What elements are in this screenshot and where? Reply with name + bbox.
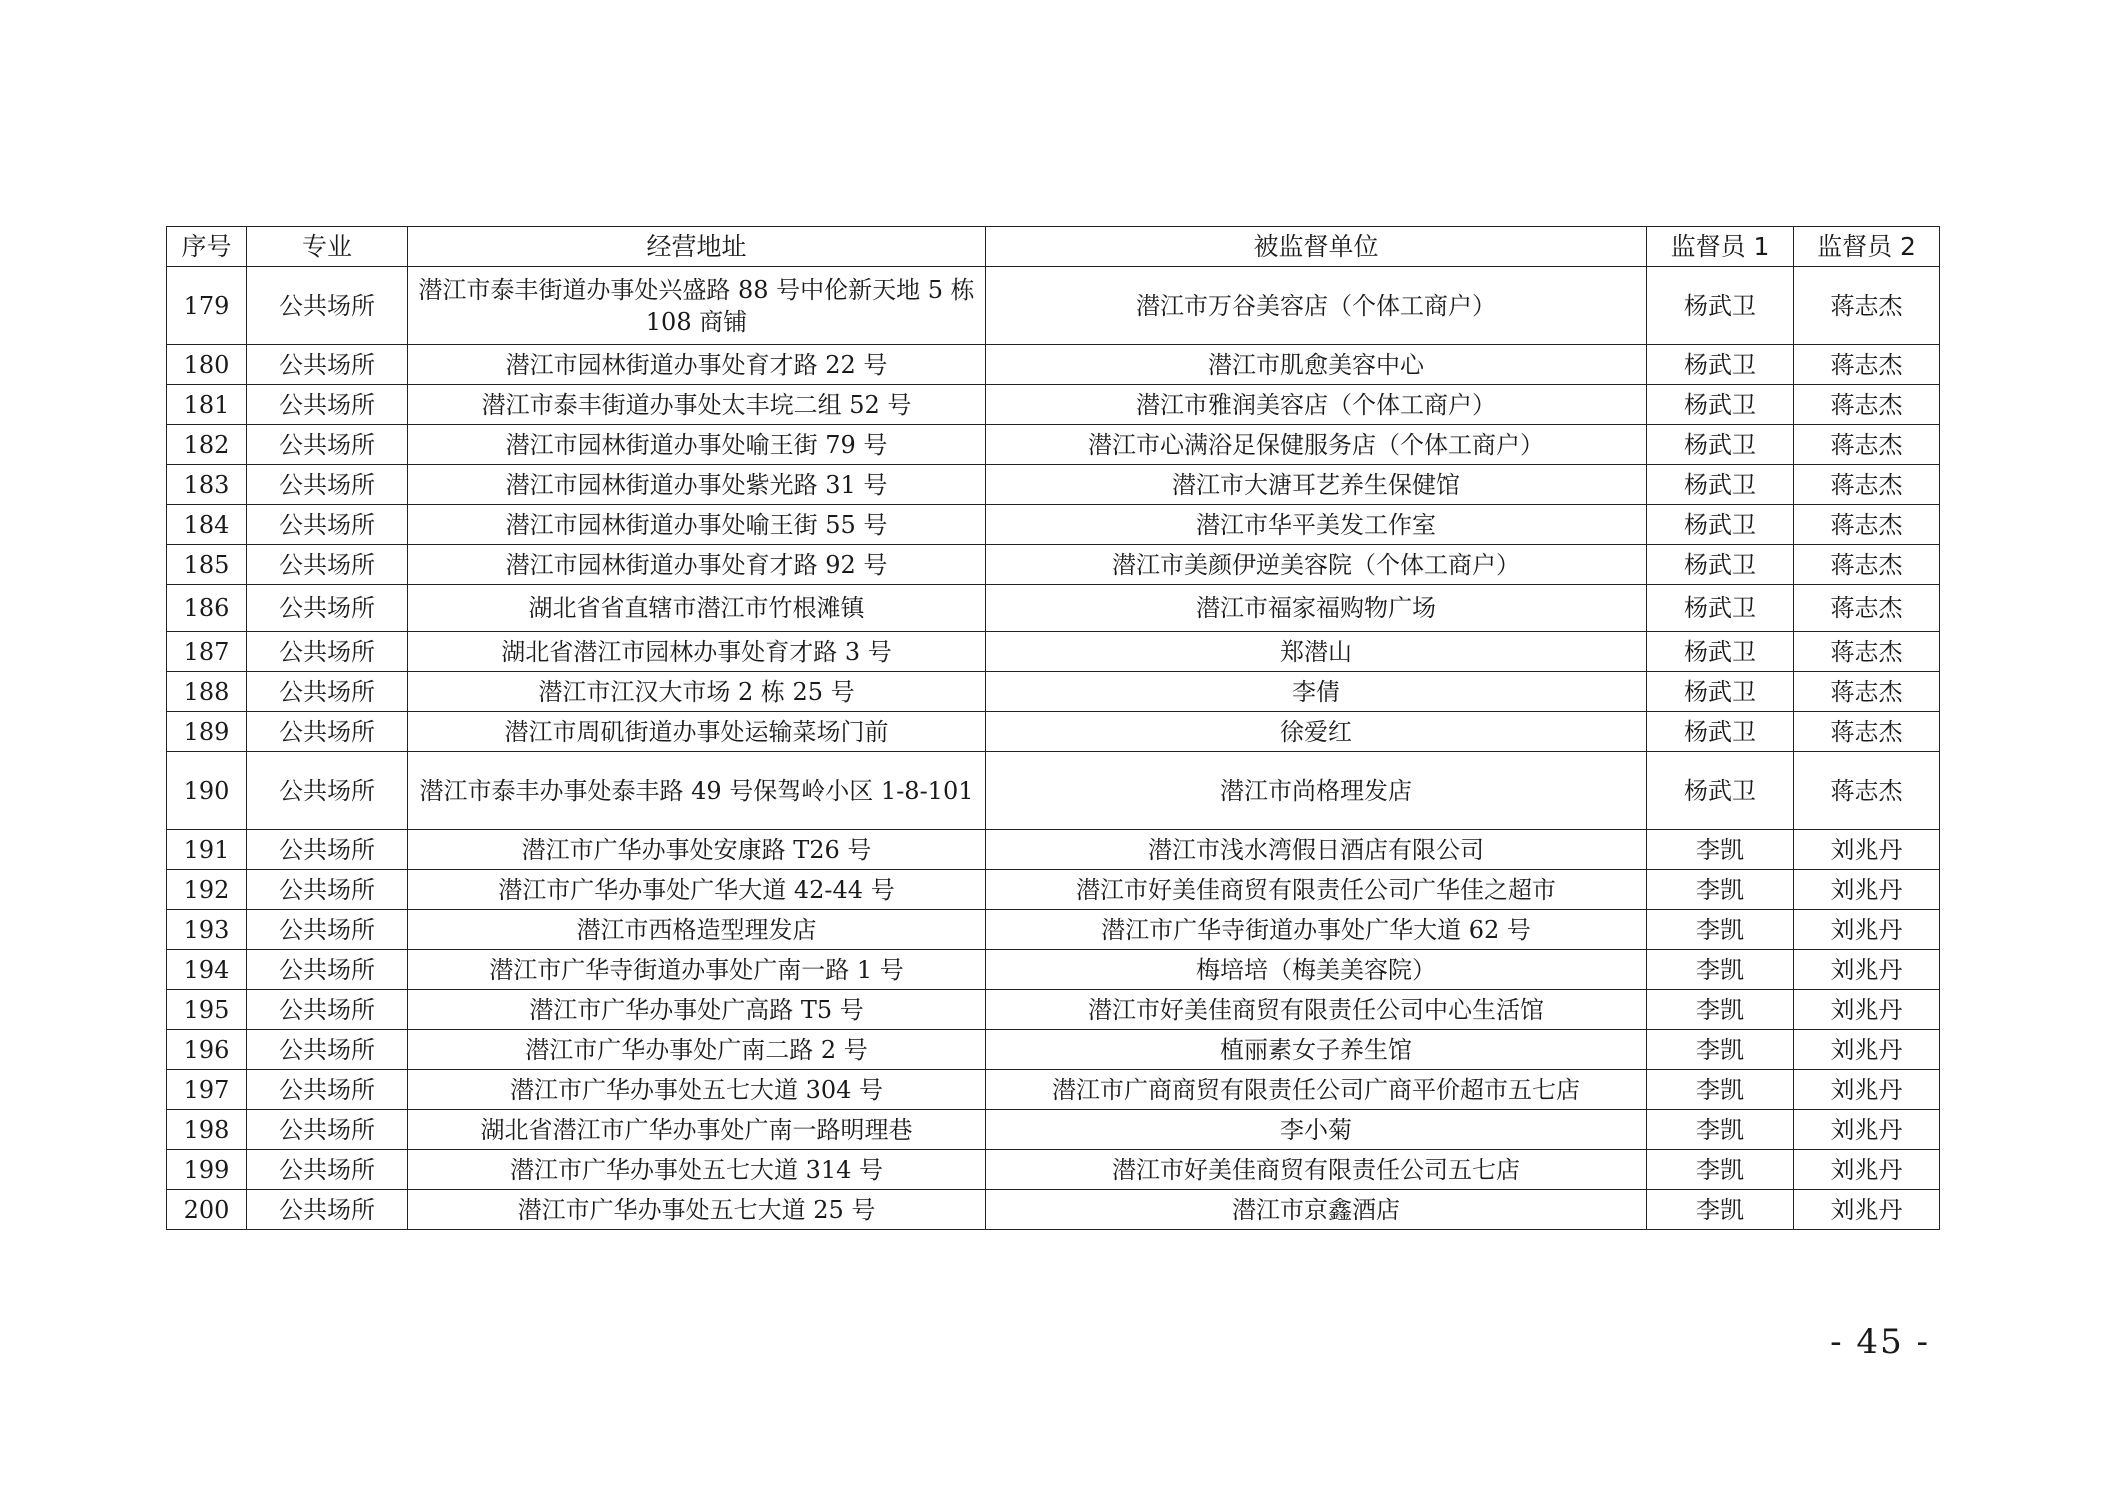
cell-supervisor-2: 蒋志杰 [1794, 465, 1940, 505]
cell-serial: 184 [167, 505, 247, 545]
cell-specialty: 公共场所 [247, 712, 408, 752]
table-header-row [167, 227, 1940, 267]
cell-unit: 潜江市大溏耳艺养生保健馆 [986, 465, 1647, 505]
cell-serial: 187 [167, 632, 247, 672]
cell-supervisor-2: 刘兆丹 [1794, 1110, 1940, 1150]
cell-specialty: 公共场所 [247, 752, 408, 830]
cell-serial: 179 [167, 267, 247, 345]
cell-address: 潜江市广华办事处广南二路 2 号 [408, 1030, 986, 1070]
table-row [167, 345, 1940, 385]
cell-serial: 190 [167, 752, 247, 830]
cell-specialty: 公共场所 [247, 267, 408, 345]
cell-unit: 潜江市尚格理发店 [986, 752, 1647, 830]
cell-serial: 197 [167, 1070, 247, 1110]
table-row [167, 1070, 1940, 1110]
table-row [167, 752, 1940, 830]
cell-supervisor-1: 杨武卫 [1647, 585, 1794, 632]
cell-specialty: 公共场所 [247, 632, 408, 672]
cell-supervisor-1: 李凯 [1647, 990, 1794, 1030]
cell-supervisor-1: 杨武卫 [1647, 672, 1794, 712]
cell-supervisor-2: 刘兆丹 [1794, 1070, 1940, 1110]
cell-supervisor-2: 刘兆丹 [1794, 1190, 1940, 1230]
cell-serial: 182 [167, 425, 247, 465]
table-row [167, 545, 1940, 585]
cell-address: 潜江市江汉大市场 2 栋 25 号 [408, 672, 986, 712]
cell-serial: 183 [167, 465, 247, 505]
cell-address: 潜江市园林街道办事处育才路 92 号 [408, 545, 986, 585]
cell-serial: 180 [167, 345, 247, 385]
cell-unit: 潜江市肌愈美容中心 [986, 345, 1647, 385]
table-row [167, 1150, 1940, 1190]
table-row [167, 830, 1940, 870]
table-row [167, 990, 1940, 1030]
cell-unit: 潜江市心满浴足保健服务店（个体工商户） [986, 425, 1647, 465]
cell-specialty: 公共场所 [247, 830, 408, 870]
cell-supervisor-1: 杨武卫 [1647, 345, 1794, 385]
cell-address: 潜江市广华办事处五七大道 304 号 [408, 1070, 986, 1110]
cell-supervisor-2: 蒋志杰 [1794, 632, 1940, 672]
supervision-table [166, 226, 1940, 1230]
cell-specialty: 公共场所 [247, 545, 408, 585]
cell-specialty: 公共场所 [247, 910, 408, 950]
cell-supervisor-2: 刘兆丹 [1794, 950, 1940, 990]
cell-unit: 潜江市华平美发工作室 [986, 505, 1647, 545]
cell-supervisor-2: 蒋志杰 [1794, 425, 1940, 465]
cell-supervisor-1: 杨武卫 [1647, 385, 1794, 425]
cell-supervisor-2: 刘兆丹 [1794, 830, 1940, 870]
cell-specialty: 公共场所 [247, 950, 408, 990]
table-row [167, 632, 1940, 672]
cell-supervisor-1: 李凯 [1647, 1110, 1794, 1150]
cell-serial: 200 [167, 1190, 247, 1230]
cell-address: 潜江市园林街道办事处紫光路 31 号 [408, 465, 986, 505]
cell-unit: 梅培培（梅美美容院） [986, 950, 1647, 990]
table-row [167, 385, 1940, 425]
cell-supervisor-2: 刘兆丹 [1794, 1030, 1940, 1070]
cell-unit: 潜江市浅水湾假日酒店有限公司 [986, 830, 1647, 870]
cell-supervisor-1: 杨武卫 [1647, 712, 1794, 752]
cell-supervisor-2: 蒋志杰 [1794, 712, 1940, 752]
cell-supervisor-1: 李凯 [1647, 950, 1794, 990]
cell-unit: 潜江市广商商贸有限责任公司广商平价超市五七店 [986, 1070, 1647, 1110]
cell-specialty: 公共场所 [247, 465, 408, 505]
cell-specialty: 公共场所 [247, 585, 408, 632]
cell-unit: 潜江市京鑫酒店 [986, 1190, 1647, 1230]
cell-supervisor-1: 杨武卫 [1647, 267, 1794, 345]
cell-unit: 潜江市好美佳商贸有限责任公司五七店 [986, 1150, 1647, 1190]
header-serial: 序号 [167, 227, 247, 267]
cell-serial: 181 [167, 385, 247, 425]
cell-supervisor-2: 蒋志杰 [1794, 505, 1940, 545]
table-row [167, 910, 1940, 950]
table-row [167, 465, 1940, 505]
cell-specialty: 公共场所 [247, 1150, 408, 1190]
header-supervised-unit: 被监督单位 [986, 227, 1647, 267]
table-row [167, 425, 1940, 465]
cell-address: 潜江市泰丰街道办事处兴盛路 88 号中伦新天地 5 栋 108 商铺 [408, 267, 986, 345]
cell-unit: 郑潜山 [986, 632, 1647, 672]
cell-specialty: 公共场所 [247, 672, 408, 712]
cell-unit: 李倩 [986, 672, 1647, 712]
cell-supervisor-2: 蒋志杰 [1794, 585, 1940, 632]
cell-serial: 188 [167, 672, 247, 712]
cell-address: 潜江市园林街道办事处喻王街 55 号 [408, 505, 986, 545]
cell-supervisor-1: 杨武卫 [1647, 632, 1794, 672]
page-number: - 45 - [1830, 1322, 1930, 1362]
cell-specialty: 公共场所 [247, 425, 408, 465]
cell-address: 潜江市泰丰街道办事处太丰垸二组 52 号 [408, 385, 986, 425]
cell-serial: 194 [167, 950, 247, 990]
table-row [167, 672, 1940, 712]
cell-supervisor-1: 李凯 [1647, 870, 1794, 910]
cell-specialty: 公共场所 [247, 385, 408, 425]
cell-supervisor-2: 刘兆丹 [1794, 870, 1940, 910]
cell-address: 潜江市园林街道办事处喻王街 79 号 [408, 425, 986, 465]
header-address: 经营地址 [408, 227, 986, 267]
cell-address: 潜江市广华办事处五七大道 314 号 [408, 1150, 986, 1190]
cell-address: 潜江市泰丰办事处泰丰路 49 号保驾岭小区 1-8-101 [408, 752, 986, 830]
cell-specialty: 公共场所 [247, 345, 408, 385]
cell-serial: 185 [167, 545, 247, 585]
table-row [167, 1110, 1940, 1150]
table-row [167, 950, 1940, 990]
cell-unit: 潜江市美颜伊逆美容院（个体工商户） [986, 545, 1647, 585]
cell-serial: 199 [167, 1150, 247, 1190]
cell-serial: 196 [167, 1030, 247, 1070]
cell-supervisor-1: 李凯 [1647, 830, 1794, 870]
cell-serial: 198 [167, 1110, 247, 1150]
cell-specialty: 公共场所 [247, 990, 408, 1030]
table-row [167, 505, 1940, 545]
cell-unit: 潜江市万谷美容店（个体工商户） [986, 267, 1647, 345]
cell-supervisor-1: 杨武卫 [1647, 505, 1794, 545]
cell-supervisor-2: 刘兆丹 [1794, 1150, 1940, 1190]
cell-specialty: 公共场所 [247, 870, 408, 910]
cell-unit: 潜江市雅润美容店（个体工商户） [986, 385, 1647, 425]
cell-supervisor-1: 李凯 [1647, 1030, 1794, 1070]
table-row [167, 712, 1940, 752]
cell-unit: 潜江市好美佳商贸有限责任公司中心生活馆 [986, 990, 1647, 1030]
cell-supervisor-1: 杨武卫 [1647, 425, 1794, 465]
cell-supervisor-2: 蒋志杰 [1794, 345, 1940, 385]
cell-address: 湖北省潜江市园林办事处育才路 3 号 [408, 632, 986, 672]
cell-supervisor-2: 刘兆丹 [1794, 910, 1940, 950]
table-row [167, 1190, 1940, 1230]
cell-supervisor-1: 李凯 [1647, 910, 1794, 950]
header-specialty: 专业 [247, 227, 408, 267]
cell-address: 湖北省潜江市广华办事处广南一路明理巷 [408, 1110, 986, 1150]
table-row [167, 870, 1940, 910]
cell-address: 潜江市广华办事处广高路 T5 号 [408, 990, 986, 1030]
cell-address: 潜江市西格造型理发店 [408, 910, 986, 950]
cell-address: 潜江市周矶街道办事处运输菜场门前 [408, 712, 986, 752]
cell-supervisor-2: 蒋志杰 [1794, 752, 1940, 830]
cell-serial: 195 [167, 990, 247, 1030]
cell-serial: 189 [167, 712, 247, 752]
table-row [167, 585, 1940, 632]
cell-supervisor-2: 刘兆丹 [1794, 990, 1940, 1030]
cell-supervisor-1: 杨武卫 [1647, 545, 1794, 585]
cell-address: 潜江市广华办事处五七大道 25 号 [408, 1190, 986, 1230]
cell-address: 潜江市园林街道办事处育才路 22 号 [408, 345, 986, 385]
cell-unit: 徐爱红 [986, 712, 1647, 752]
table-row [167, 267, 1940, 345]
cell-unit: 潜江市好美佳商贸有限责任公司广华佳之超市 [986, 870, 1647, 910]
cell-unit: 潜江市广华寺街道办事处广华大道 62 号 [986, 910, 1647, 950]
cell-supervisor-2: 蒋志杰 [1794, 267, 1940, 345]
cell-supervisor-1: 杨武卫 [1647, 752, 1794, 830]
cell-address: 潜江市广华办事处安康路 T26 号 [408, 830, 986, 870]
header-supervisor-2: 监督员 2 [1794, 227, 1940, 267]
cell-supervisor-2: 蒋志杰 [1794, 672, 1940, 712]
cell-specialty: 公共场所 [247, 1190, 408, 1230]
cell-unit: 植丽素女子养生馆 [986, 1030, 1647, 1070]
cell-unit: 潜江市福家福购物广场 [986, 585, 1647, 632]
cell-supervisor-1: 杨武卫 [1647, 465, 1794, 505]
table-row [167, 1030, 1940, 1070]
cell-specialty: 公共场所 [247, 1070, 408, 1110]
cell-address: 湖北省省直辖市潜江市竹根滩镇 [408, 585, 986, 632]
cell-specialty: 公共场所 [247, 1030, 408, 1070]
cell-supervisor-2: 蒋志杰 [1794, 385, 1940, 425]
cell-supervisor-1: 李凯 [1647, 1150, 1794, 1190]
header-supervisor-1: 监督员 1 [1647, 227, 1794, 267]
cell-serial: 186 [167, 585, 247, 632]
cell-serial: 192 [167, 870, 247, 910]
cell-serial: 191 [167, 830, 247, 870]
cell-address: 潜江市广华办事处广华大道 42-44 号 [408, 870, 986, 910]
cell-supervisor-1: 李凯 [1647, 1190, 1794, 1230]
cell-address: 潜江市广华寺街道办事处广南一路 1 号 [408, 950, 986, 990]
cell-specialty: 公共场所 [247, 1110, 408, 1150]
cell-specialty: 公共场所 [247, 505, 408, 545]
cell-serial: 193 [167, 910, 247, 950]
cell-supervisor-1: 李凯 [1647, 1070, 1794, 1110]
cell-supervisor-2: 蒋志杰 [1794, 545, 1940, 585]
cell-unit: 李小菊 [986, 1110, 1647, 1150]
